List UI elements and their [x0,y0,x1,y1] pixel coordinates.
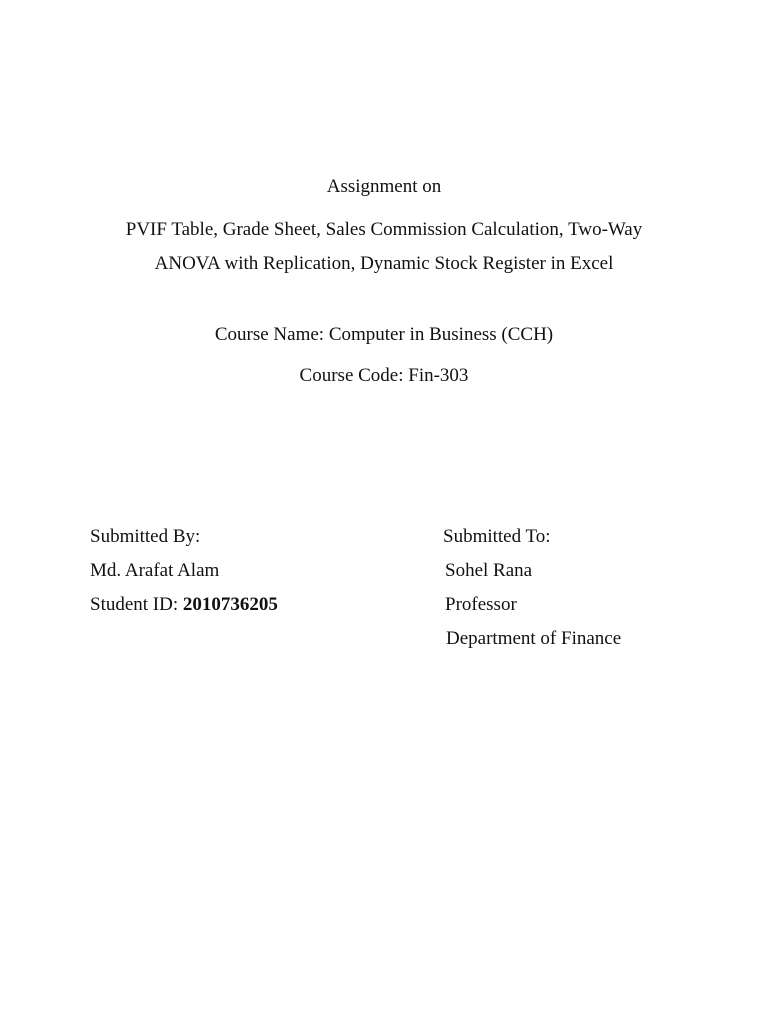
assignment-heading: Assignment on [326,176,442,197]
student-id-value: 2010736205 [182,594,278,615]
assignment-title-line-2: ANOVA with Replication, Dynamic Stock Register in Excel [154,253,614,274]
assignment-title [0,213,768,281]
instructor-department: Department of Finance [446,628,622,649]
assignment-title-line-1: PVIF Table, Grade Sheet, Sales Commission Calculation, Two-Way [125,219,643,240]
student-id [90,593,278,617]
submitted-to-label: Submitted To: [443,526,551,547]
instructor-designation: Professor [445,594,517,615]
course-name: Course Name: Computer in Business (CCH) [214,324,554,345]
student-id-label: Student ID: [90,594,183,615]
instructor-name: Sohel Rana [445,560,533,581]
course-code: Course Code: Fin-303 [299,365,469,386]
submitted-by-label: Submitted By: [90,526,201,547]
student-name: Md. Arafat Alam [90,560,220,581]
